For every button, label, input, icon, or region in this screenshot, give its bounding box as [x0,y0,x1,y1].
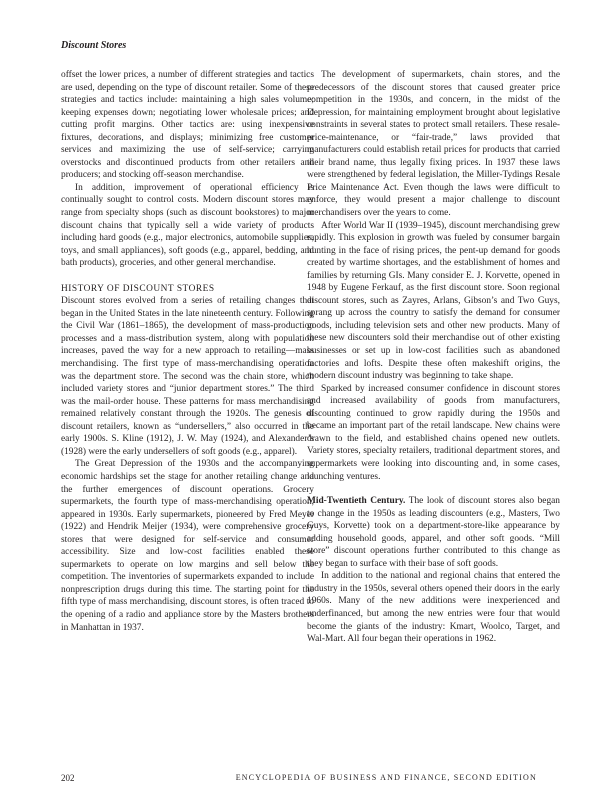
paragraph: Discount stores evolved from a series of retailing changes that began in the United States in the late nineteenth century. Following the Civil War (1861–1865), the development of mass-production processes and a mass-distribution system, along with population increases, paved the way for a new approach to retailing—mass merchandising. The first type of mass-merchandising operation was the department store. The second was the chain store, which included variety stores and “junior department stores.” The third was the mail-order house. These patterns for mass merchandising remained relatively constant through the 1920s. The genesis of discount retailers, known as “undersellers,” also occurred in the early 1900s. S. Kline (1912), J. W. May (1924), and Alexander’s (1928) were the early undersellers of soft goods (e.g., apparel). [61,296,314,457]
paragraph: After World War II (1939–1945), discount merchandising grew rapidly. This explosion in growth was fueled by consumer bargain hunting in the face of rising prices, the pent-up demand for goods created by wartime shortages, and the establishment of homes and families by returning GIs. Many consider E. J. Korvette, opened in 1948 by Eugene Ferkauf, as the first discount store. Soon regional discount stores, such as Zayres, Arlans, Gibson’s and Two Guys, sprang up across the country to satisfy the demand for consumer goods, including television sets and other new products. Many of these new discounters sold their merchandise out of other existing businesses or set up in low-cost facilities such as abandoned factories and lofts. Despite these often makeshift origins, the modern discount industry was beginning to take shape. [307,220,560,382]
paragraph: In addition to the national and regional chains that entered the industry in the 1950s, several others opened their doors in the early 1960s. Many of the new additions were inexperienced and underfinanced, but among the new entries were four that would become the giants of the industry: Kmart, Woolco, Target, and Wal-Mart. All four began their operations in 1962. [307,571,560,645]
paragraph-text: The look of discount stores also began to change in the 1950s as leading discounters (e.g., Masters, Two Guys, Korvette) took on a department-store-like appearance by adding household goods, apparel, and other soft goods. “Mill store” discount operations further contributed to this change as they began to surface with their base of soft goods. [307,496,560,569]
paragraph: The Great Depression of the 1930s and the accompanying economic hardships set the stage for another retailing change and the further emergences of discount operations. Grocery supermarkets, the fourth type of mass-merchandising operation, appeared in 1930s. Early supermarkets, pioneered by Fred Meyer (1922) and Hendrik Meijer (1934), were comprehensive grocery stores that were designed for self-service and consumer accessibility. Size and low-cost facilities enabled these supermarkets to operate on low margins and sell below the competition. The inventories of supermarkets expanded to include nonprescription drugs during this time. The starting point for the fifth type of mass merchandising, discount stores, is often traced to the opening of a radio and appliance store by the Masters brothers in Manhattan in 1937. [61,459,314,633]
book-title: ENCYCLOPEDIA OF BUSINESS AND FINANCE, SECOND EDITION [235,773,537,782]
page-number: 202 [61,773,75,783]
right-column [307,69,560,646]
running-header: Discount Stores [61,40,127,51]
section-heading: HISTORY OF DISCOUNT STORES [61,283,215,294]
paragraph: offset the lower prices, a number of different strategies and tactics are used, depending on the type of discount retailer. Some of these strategies and tactics include: maintaining a high sales volume; keeping expenses down; negotiating lower wholesale prices; and cutting profit margins. Other tactics are: using inexpensive fixtures, decorations, and displays; minimizing free customer services and maximizing the use of self-service; carrying overstocks and discontinued products from other retailers and producers; and stocking off-season merchandise. [61,70,314,181]
spacer [307,483,560,495]
paragraph: The development of supermarkets, chain stores, and the predecessors of the discount stores that caused greater price competition in the 1930s, and concern, in the midst of the Depression, for maintaining employment brought about legislative constraints in several states to protect small retailers. These resale-price-maintenance, or “fair-trade,” laws provided that manufacturers could establish retail prices for products that carried their brand name, thus legally fixing prices. In 1937 these laws were strengthened by federal legislation, the Miller-Tydings Resale Price Maintenance Act. Even though the laws were difficult to enforce, they would present a major challenge to discount merchandisers over the years to come. [307,70,560,219]
paragraph: Sparked by increased consumer confidence in discount stores and increased availability of goods from manufacturers, discounting continued to grow rapidly during the 1950s and became an important part of the retail landscape. New chains were drawn to the field, and established chains opened new outlets. Variety stores, specialty retailers, traditional department stores, and supermarkets were looking into discounting and, in some cases, launching ventures. [307,383,560,482]
left-column [61,69,314,634]
paragraph: In addition, improvement of operational efficiency is continually sought to control costs. Modern discount stores may range from specialty shops (such as discount bookstores) to major discount chains that typically sell a wide variety of products including hard goods (e.g., major electronics, automobile supplies, toys, and small appliances), soft goods (e.g., apparel, bedding, and bath products), groceries, and other general merchandise. [61,182,314,269]
paragraph [307,495,560,570]
subsection-heading: Mid-Twentieth Century. [307,496,406,507]
